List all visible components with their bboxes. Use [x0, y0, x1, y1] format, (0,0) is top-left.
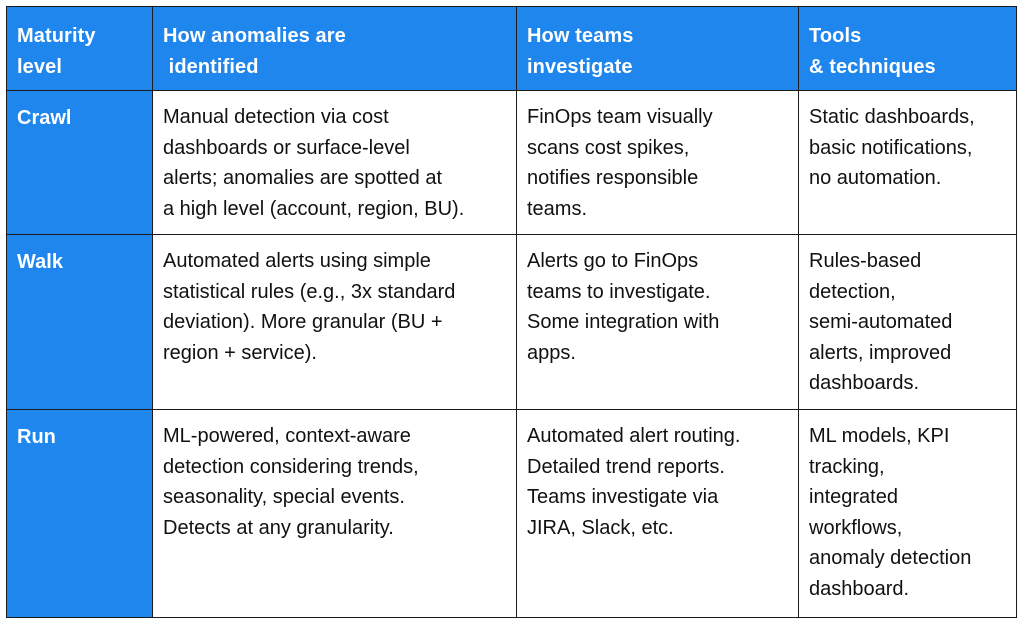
- row-level-label: Run: [7, 410, 153, 618]
- cell-line: Automated alerts using simple: [163, 250, 431, 272]
- cell-investigate: [517, 410, 799, 618]
- header-maturity-level: [7, 7, 153, 91]
- cell-line: Detects at any granularity.: [163, 516, 394, 539]
- cell-line: Rules-based: [809, 250, 922, 272]
- cell-line: Alerts go to FinOps: [527, 250, 699, 272]
- cell-line: ML-powered, context-aware: [163, 425, 411, 447]
- cell-line: dashboards or surface-level: [163, 136, 410, 159]
- cell-line: Static dashboards,: [809, 106, 975, 128]
- header-row: [7, 7, 1017, 91]
- cell-investigate: [517, 91, 799, 235]
- cell-line: a high level (account, region, BU).: [163, 197, 465, 220]
- cell-tools: [799, 235, 1017, 410]
- cell-line: region + service).: [163, 341, 317, 364]
- header-text-line: Maturity: [17, 25, 96, 47]
- cell-identified: [153, 235, 517, 410]
- cell-line: alerts; anomalies are spotted at: [163, 167, 443, 190]
- cell-line: Detailed trend reports.: [527, 455, 725, 478]
- header-how-investigate: [517, 7, 799, 91]
- header-text-line: Tools: [809, 25, 862, 47]
- cell-tools: [799, 410, 1017, 618]
- anomaly-maturity-table: [6, 6, 1017, 618]
- cell-line: detection considering trends,: [163, 455, 419, 478]
- cell-line: basic notifications,: [809, 136, 973, 159]
- cell-line: Some integration with: [527, 311, 720, 334]
- cell-line: notifies responsible: [527, 167, 699, 190]
- cell-tools: [799, 91, 1017, 235]
- cell-line: alerts, improved: [809, 341, 952, 364]
- cell-line: integrated: [809, 486, 898, 509]
- header-text-line: & techniques: [809, 56, 936, 78]
- cell-line: statistical rules (e.g., 3x standard: [163, 280, 456, 303]
- cell-line: dashboard.: [809, 577, 910, 600]
- header-text-line: identified: [163, 56, 259, 78]
- cell-line: JIRA, Slack, etc.: [527, 516, 674, 539]
- cell-investigate: [517, 235, 799, 410]
- header-text-line: investigate: [527, 56, 633, 78]
- table-row-walk: [7, 235, 1017, 410]
- cell-line: teams to investigate.: [527, 280, 711, 303]
- cell-line: scans cost spikes,: [527, 136, 690, 159]
- cell-line: semi-automated: [809, 311, 953, 334]
- table-header: [7, 7, 1017, 91]
- cell-line: deviation). More granular (BU +: [163, 311, 443, 334]
- cell-line: apps.: [527, 341, 576, 364]
- cell-identified: [153, 410, 517, 618]
- row-level-label: Crawl: [7, 91, 153, 235]
- header-tools-techniques: [799, 7, 1017, 91]
- cell-line: dashboards.: [809, 372, 920, 395]
- cell-line: seasonality, special events.: [163, 486, 405, 509]
- header-text-line: level: [17, 56, 62, 78]
- cell-identified: [153, 91, 517, 235]
- cell-line: ML models, KPI: [809, 425, 950, 447]
- cell-line: tracking,: [809, 455, 885, 478]
- header-text-line: How teams: [527, 25, 634, 47]
- cell-line: Manual detection via cost: [163, 106, 389, 128]
- cell-line: workflows,: [809, 516, 903, 539]
- cell-line: Teams investigate via: [527, 486, 719, 509]
- cell-line: anomaly detection: [809, 547, 972, 570]
- cell-line: no automation.: [809, 167, 942, 190]
- row-level-label: Walk: [7, 235, 153, 410]
- header-how-identified: [153, 7, 517, 91]
- cell-line: FinOps team visually: [527, 106, 713, 128]
- header-text-line: How anomalies are: [163, 25, 346, 47]
- cell-line: detection,: [809, 280, 896, 303]
- maturity-table-container: [6, 6, 1017, 618]
- cell-line: teams.: [527, 197, 588, 220]
- cell-line: Automated alert routing.: [527, 425, 741, 447]
- table-row-run: [7, 410, 1017, 618]
- table-body: [7, 91, 1017, 618]
- table-row-crawl: [7, 91, 1017, 235]
